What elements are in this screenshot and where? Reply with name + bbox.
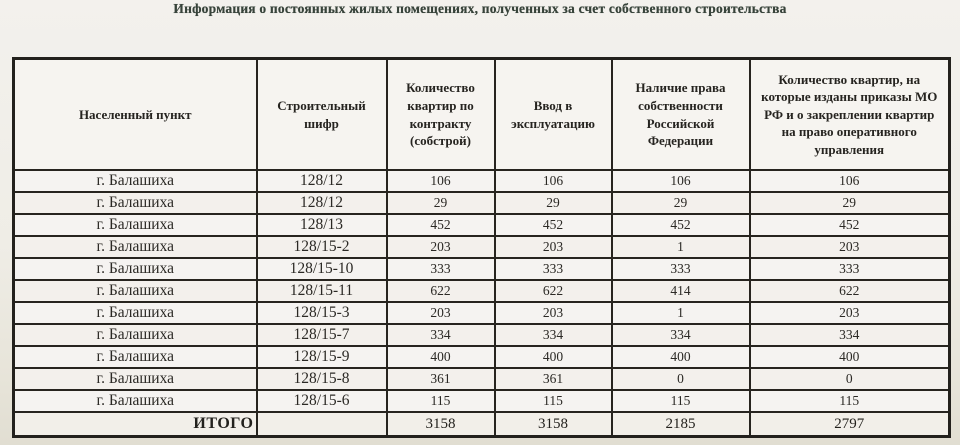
table-cell: 115 (750, 390, 950, 412)
table-cell: 333 (495, 258, 612, 280)
table-cell: г. Балашиха (14, 280, 257, 302)
table-row (14, 236, 950, 258)
table-cell: 106 (387, 170, 495, 192)
table-cell: 1 (612, 236, 750, 258)
table-row (14, 302, 950, 324)
table-cell: 333 (387, 258, 495, 280)
totals-value: 3158 (495, 412, 612, 437)
table-cell: 128/12 (257, 170, 387, 192)
table-header (14, 59, 950, 171)
table-cell: 115 (387, 390, 495, 412)
table-cell: 203 (750, 302, 950, 324)
table-cell: 29 (750, 192, 950, 214)
table-cell: 361 (387, 368, 495, 390)
table-cell: 452 (750, 214, 950, 236)
table-cell: 400 (495, 346, 612, 368)
totals-value: 2797 (750, 412, 950, 437)
table-cell: 128/15-10 (257, 258, 387, 280)
header-row (14, 59, 950, 171)
table-cell: 203 (495, 302, 612, 324)
table-cell: 0 (612, 368, 750, 390)
table-cell: 128/15-7 (257, 324, 387, 346)
table-cell: г. Балашиха (14, 346, 257, 368)
totals-row (14, 412, 950, 437)
table-cell: 333 (750, 258, 950, 280)
totals-label: ИТОГО (14, 412, 257, 437)
table-cell: 1 (612, 302, 750, 324)
table-cell: г. Балашиха (14, 302, 257, 324)
table-cell: 334 (612, 324, 750, 346)
table-cell: 203 (387, 236, 495, 258)
totals-empty-cell (257, 412, 387, 437)
table-cell: 203 (495, 236, 612, 258)
table-cell: 128/15-11 (257, 280, 387, 302)
column-header-orders-issued: Количество квартир, на которые изданы приказы МО РФ и о закреплении квартир на право оперативного управления (750, 59, 950, 171)
table-cell: 0 (750, 368, 950, 390)
table-row (14, 368, 950, 390)
totals-value: 3158 (387, 412, 495, 437)
table-row (14, 280, 950, 302)
table-cell: 400 (750, 346, 950, 368)
table-cell: 400 (612, 346, 750, 368)
table-row (14, 258, 950, 280)
column-header-contract-apartments: Количество квартир по контракту (собстрой) (387, 59, 495, 171)
table-footer (14, 412, 950, 437)
table-cell: 128/13 (257, 214, 387, 236)
housing-info-table (12, 57, 951, 438)
column-header-rf-ownership: Наличие права собственности Российской Федерации (612, 59, 750, 171)
table-row (14, 170, 950, 192)
table-cell: г. Балашиха (14, 390, 257, 412)
document-title: Информация о постоянных жилых помещениях, полученных за счет собственного строительства (173, 1, 787, 16)
table-cell: 452 (495, 214, 612, 236)
table-cell: г. Балашиха (14, 258, 257, 280)
table-cell: 29 (612, 192, 750, 214)
table-cell: 128/12 (257, 192, 387, 214)
table-cell: 106 (495, 170, 612, 192)
table-cell: 203 (750, 236, 950, 258)
table-body (14, 170, 950, 412)
table-row (14, 192, 950, 214)
table-cell: г. Балашиха (14, 170, 257, 192)
table-cell: 622 (387, 280, 495, 302)
table-cell: 333 (612, 258, 750, 280)
table-cell: 400 (387, 346, 495, 368)
table-cell: 128/15-9 (257, 346, 387, 368)
table-cell: г. Балашиха (14, 192, 257, 214)
housing-info-table-container (12, 57, 948, 438)
table-cell: 452 (387, 214, 495, 236)
table-cell: 128/15-8 (257, 368, 387, 390)
table-cell: 334 (750, 324, 950, 346)
table-cell: 334 (495, 324, 612, 346)
table-cell: 334 (387, 324, 495, 346)
table-cell: г. Балашиха (14, 236, 257, 258)
table-cell: г. Балашиха (14, 368, 257, 390)
table-cell: 128/15-2 (257, 236, 387, 258)
column-header-settlement: Населенный пункт (14, 59, 257, 171)
table-cell: 115 (612, 390, 750, 412)
table-cell: 452 (612, 214, 750, 236)
table-cell: 622 (750, 280, 950, 302)
table-cell: 29 (387, 192, 495, 214)
table-row (14, 324, 950, 346)
table-cell: г. Балашиха (14, 214, 257, 236)
table-cell: 203 (387, 302, 495, 324)
table-cell: 128/15-3 (257, 302, 387, 324)
table-cell: 29 (495, 192, 612, 214)
column-header-construction-code: Строительный шифр (257, 59, 387, 171)
table-row (14, 390, 950, 412)
table-cell: 128/15-6 (257, 390, 387, 412)
table-row (14, 214, 950, 236)
column-header-commissioning: Ввод в эксплуатацию (495, 59, 612, 171)
table-cell: 622 (495, 280, 612, 302)
table-cell: 106 (750, 170, 950, 192)
table-cell: 414 (612, 280, 750, 302)
table-cell: 106 (612, 170, 750, 192)
table-cell: 115 (495, 390, 612, 412)
totals-value: 2185 (612, 412, 750, 437)
table-cell: 361 (495, 368, 612, 390)
table-cell: г. Балашиха (14, 324, 257, 346)
table-row (14, 346, 950, 368)
